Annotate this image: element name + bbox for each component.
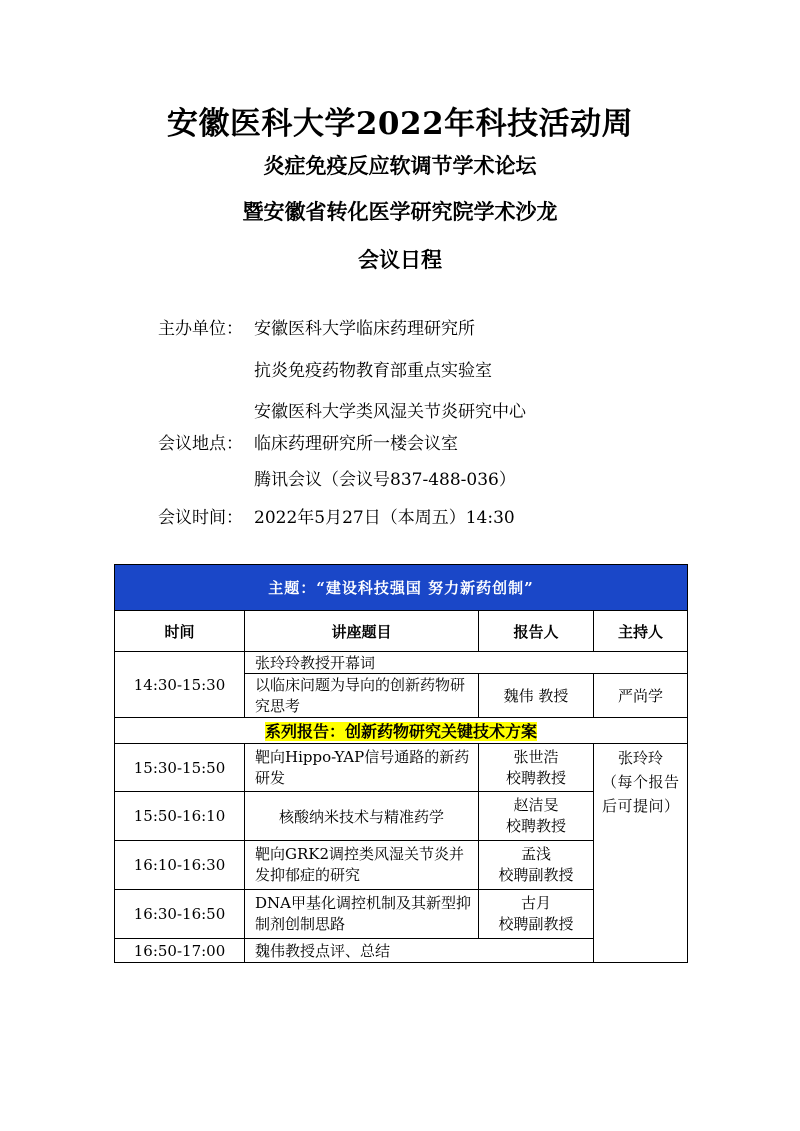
- venue-line-1: 临床药理研究所一楼会议室: [254, 434, 458, 454]
- schedule-table: [114, 564, 688, 963]
- series-cell: [115, 718, 688, 744]
- time-label: 会议时间：: [158, 508, 243, 528]
- speaker-name: 张世浩: [513, 747, 559, 766]
- talk-speaker: 魏伟 教授: [479, 674, 594, 718]
- theme-row: [115, 565, 688, 611]
- closing-title: 魏伟教授点评、总结: [245, 939, 594, 963]
- speaker-name: 孟浅: [520, 845, 551, 863]
- speaker-title: 校聘教授: [505, 768, 566, 787]
- header-row: [115, 611, 688, 652]
- speaker-name: 赵洁旻: [513, 796, 559, 814]
- opening-time: 14:30-15:30: [115, 652, 245, 718]
- organizer-line-3: 安徽医科大学类风湿关节炎研究中心: [254, 402, 526, 422]
- talk-time: 16:30-16:50: [115, 890, 245, 939]
- talk-title: 靶向Hippo-YAP信号通路的新药研发: [245, 744, 479, 792]
- talk-time: 15:30-15:50: [115, 744, 245, 792]
- agenda-heading: 会议日程: [358, 247, 442, 272]
- speaker-title: 校聘教授: [505, 817, 566, 835]
- organizer-label: 主办单位：: [158, 319, 243, 339]
- talk-moderator: 严尚学: [594, 674, 688, 718]
- salon-subtitle: 暨安徽省转化医学研究院学术沙龙: [242, 199, 558, 224]
- series-moderator-cell: [594, 744, 688, 963]
- header-time: 时间: [115, 611, 245, 652]
- venue-line-2: 腾讯会议（会议号837-488-036）: [254, 470, 516, 490]
- talk-time: 16:10-16:30: [115, 841, 245, 890]
- page-title: 安徽医科大学2022年科技活动周: [166, 106, 634, 142]
- closing-time: 16:50-17:00: [115, 939, 245, 963]
- talk-time: 15:50-16:10: [115, 792, 245, 841]
- forum-subtitle: 炎症免疫反应软调节学术论坛: [263, 153, 537, 178]
- talk-title: DNA甲基化调控机制及其新型抑制剂创制思路: [245, 890, 479, 939]
- speaker-name: 古月: [520, 894, 551, 912]
- talk-title: 靶向GRK2调控类风湿关节炎并发抑郁症的研究: [245, 841, 479, 890]
- time-value: 2022年5月27日（本周五）14:30: [254, 508, 515, 528]
- opening-title: 张玲玲教授开幕词: [245, 652, 688, 674]
- series-moderator-name: 张玲玲: [618, 749, 664, 767]
- talk-speaker: [479, 744, 594, 792]
- organizer-line-1: 安徽医科大学临床药理研究所: [254, 319, 475, 339]
- speaker-title: 校聘副教授: [498, 915, 574, 933]
- table-row: [115, 744, 688, 792]
- theme-banner: 主题：“建设科技强国 努力新药创制”: [115, 565, 688, 611]
- series-title: 系列报告：创新药物研究关键技术方案: [265, 722, 538, 741]
- organizer-row: [158, 314, 475, 339]
- talk-speaker: [479, 792, 594, 841]
- series-row: [115, 718, 688, 744]
- series-moderator-note: （每个报告后可提问）: [602, 773, 680, 815]
- speaker-title: 校聘副教授: [498, 866, 574, 884]
- header-speaker: 报告人: [479, 611, 594, 652]
- talk-speaker: [479, 890, 594, 939]
- time-row: [158, 503, 515, 528]
- header-topic: 讲座题目: [245, 611, 479, 652]
- venue-row: [158, 429, 458, 454]
- table-row: [115, 652, 688, 674]
- talk-title: 以临床问题为导向的创新药物研究思考: [245, 674, 479, 718]
- organizer-line-2: 抗炎免疫药物教育部重点实验室: [254, 361, 492, 381]
- talk-title: 核酸纳米技术与精准药学: [245, 792, 479, 841]
- venue-label: 会议地点：: [158, 434, 243, 454]
- talk-speaker: [479, 841, 594, 890]
- header-moderator: 主持人: [594, 611, 688, 652]
